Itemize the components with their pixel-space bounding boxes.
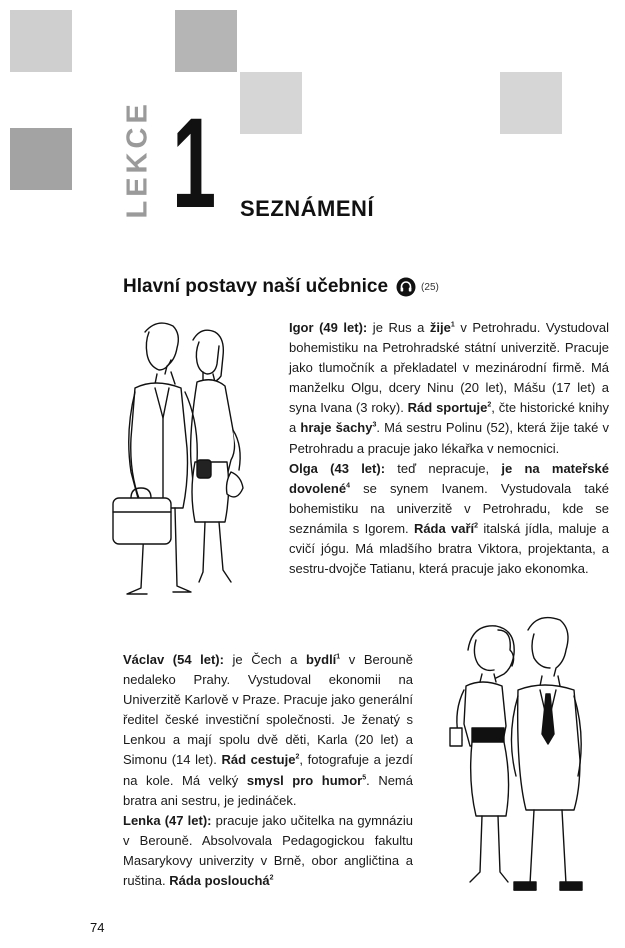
character-lenka — [123, 811, 413, 891]
text-run: v Petrohradu. Vystudoval bohemistiku na Petrohradské státní univerzitě. Pracuje jako tlumočník a překladatel v mezinárodní firmě. Má manželku Olgu, dcery Ninu (20 let), Mášu (17 let) a syna Ivana (3 roky). — [289, 320, 609, 416]
highlighted-phrase: Ráda vaří — [413, 520, 475, 536]
lesson-title: SEZNÁMENÍ — [240, 196, 375, 221]
highlighted-phrase: Ráda poslouchá — [169, 873, 270, 889]
text-run: . Má sestru Polinu (52), která žije také v Petrohradu a pracuje jako lékařka v nemocnici. — [289, 420, 610, 456]
text-run: se synem Ivanem. Vystudovala také bohemistiku na univerzitě v Petrohradu, kde se seznámila s Igorem. — [289, 480, 609, 536]
character-name: Václav (54 let): — [123, 652, 224, 667]
footnote-marker: 4 — [346, 482, 350, 490]
text-run: teď nepracuje, — [385, 460, 502, 476]
character-name: Igor (49 let): — [289, 320, 368, 335]
text-run: je Rus a — [367, 320, 430, 335]
highlighted-phrase: hraje šachy — [300, 420, 373, 436]
audio-track-number: (25) — [421, 281, 439, 293]
footnote-marker: 2 — [474, 522, 479, 530]
character-descriptions-top — [289, 318, 609, 579]
footnote-marker: 2 — [487, 402, 492, 410]
audio-icon[interactable] — [396, 277, 416, 297]
character-bio — [289, 320, 609, 456]
text-run: pracuje jako učitelka na gymnáziu v Berouně. Absolvovala Pedagogickou fakultu Masarykovy univerzity v Brně, obor angličtina a ruština. — [123, 812, 413, 889]
section-heading-text: Hlavní postavy naší učebnice — [123, 276, 389, 297]
footnote-marker: 1 — [450, 321, 455, 329]
text-run: , čte historické knihy a — [289, 400, 609, 436]
text-run: , fotografuje a jezdí na kole. Má velký — [123, 752, 413, 788]
highlighted-phrase: žije — [429, 320, 451, 335]
decor-square — [240, 72, 302, 134]
character-bio — [123, 652, 413, 808]
text-run: . Nemá bratra ani sestru, je jedináček. — [123, 772, 413, 808]
text-run: je Čech a — [223, 652, 306, 667]
character-name: Lenka (47 let): — [123, 812, 212, 828]
footnote-marker: 1 — [336, 653, 341, 661]
page-number: 74 — [90, 920, 105, 935]
lesson-label-text: LEKCE — [121, 100, 154, 219]
character-bio — [289, 461, 609, 576]
footnote-marker: 2 — [295, 754, 300, 762]
footnote-marker: 2 — [269, 874, 274, 882]
decor-square — [10, 10, 72, 72]
character-igor — [289, 318, 609, 459]
illustration-igor-olga — [105, 312, 280, 602]
character-olga — [289, 459, 609, 580]
text-run: italská jídla, maluje a cvičí jógu. Má mladšího bratra Viktora, projektanta, a sestru-dvojče Tatianu, která pracuje jako ekonomka. — [289, 520, 609, 577]
character-name: Olga (43 let): — [289, 460, 386, 476]
decor-square — [500, 72, 562, 134]
lesson-number: 1 — [172, 92, 217, 235]
highlighted-phrase: je na mateřské dovolené — [289, 460, 609, 496]
highlighted-phrase: smysl pro humor — [246, 772, 363, 788]
decor-square — [175, 10, 237, 72]
character-vaclav — [123, 650, 413, 811]
highlighted-phrase: Rád sportuje — [407, 400, 488, 416]
section-heading — [123, 276, 439, 298]
text-run: v Berouně nedaleko Prahy. Vystudoval ekonomii na Univerzitě Karlově v Praze. Pracuje jako generální ředitel české investiční společnosti. Je ženatý s Lenkou a mají spolu dvě děti, Karla (20 let) a Simonu (14 let). — [123, 652, 413, 768]
lesson-label — [118, 100, 158, 222]
illustration-lenka-vaclav — [438, 610, 598, 902]
footnote-marker: 5 — [362, 774, 367, 782]
decor-square — [10, 128, 72, 190]
highlighted-phrase: bydlí — [305, 652, 337, 667]
footnote-marker: 3 — [372, 422, 377, 430]
character-descriptions-bottom — [123, 650, 413, 891]
highlighted-phrase: Rád cestuje — [221, 752, 296, 768]
